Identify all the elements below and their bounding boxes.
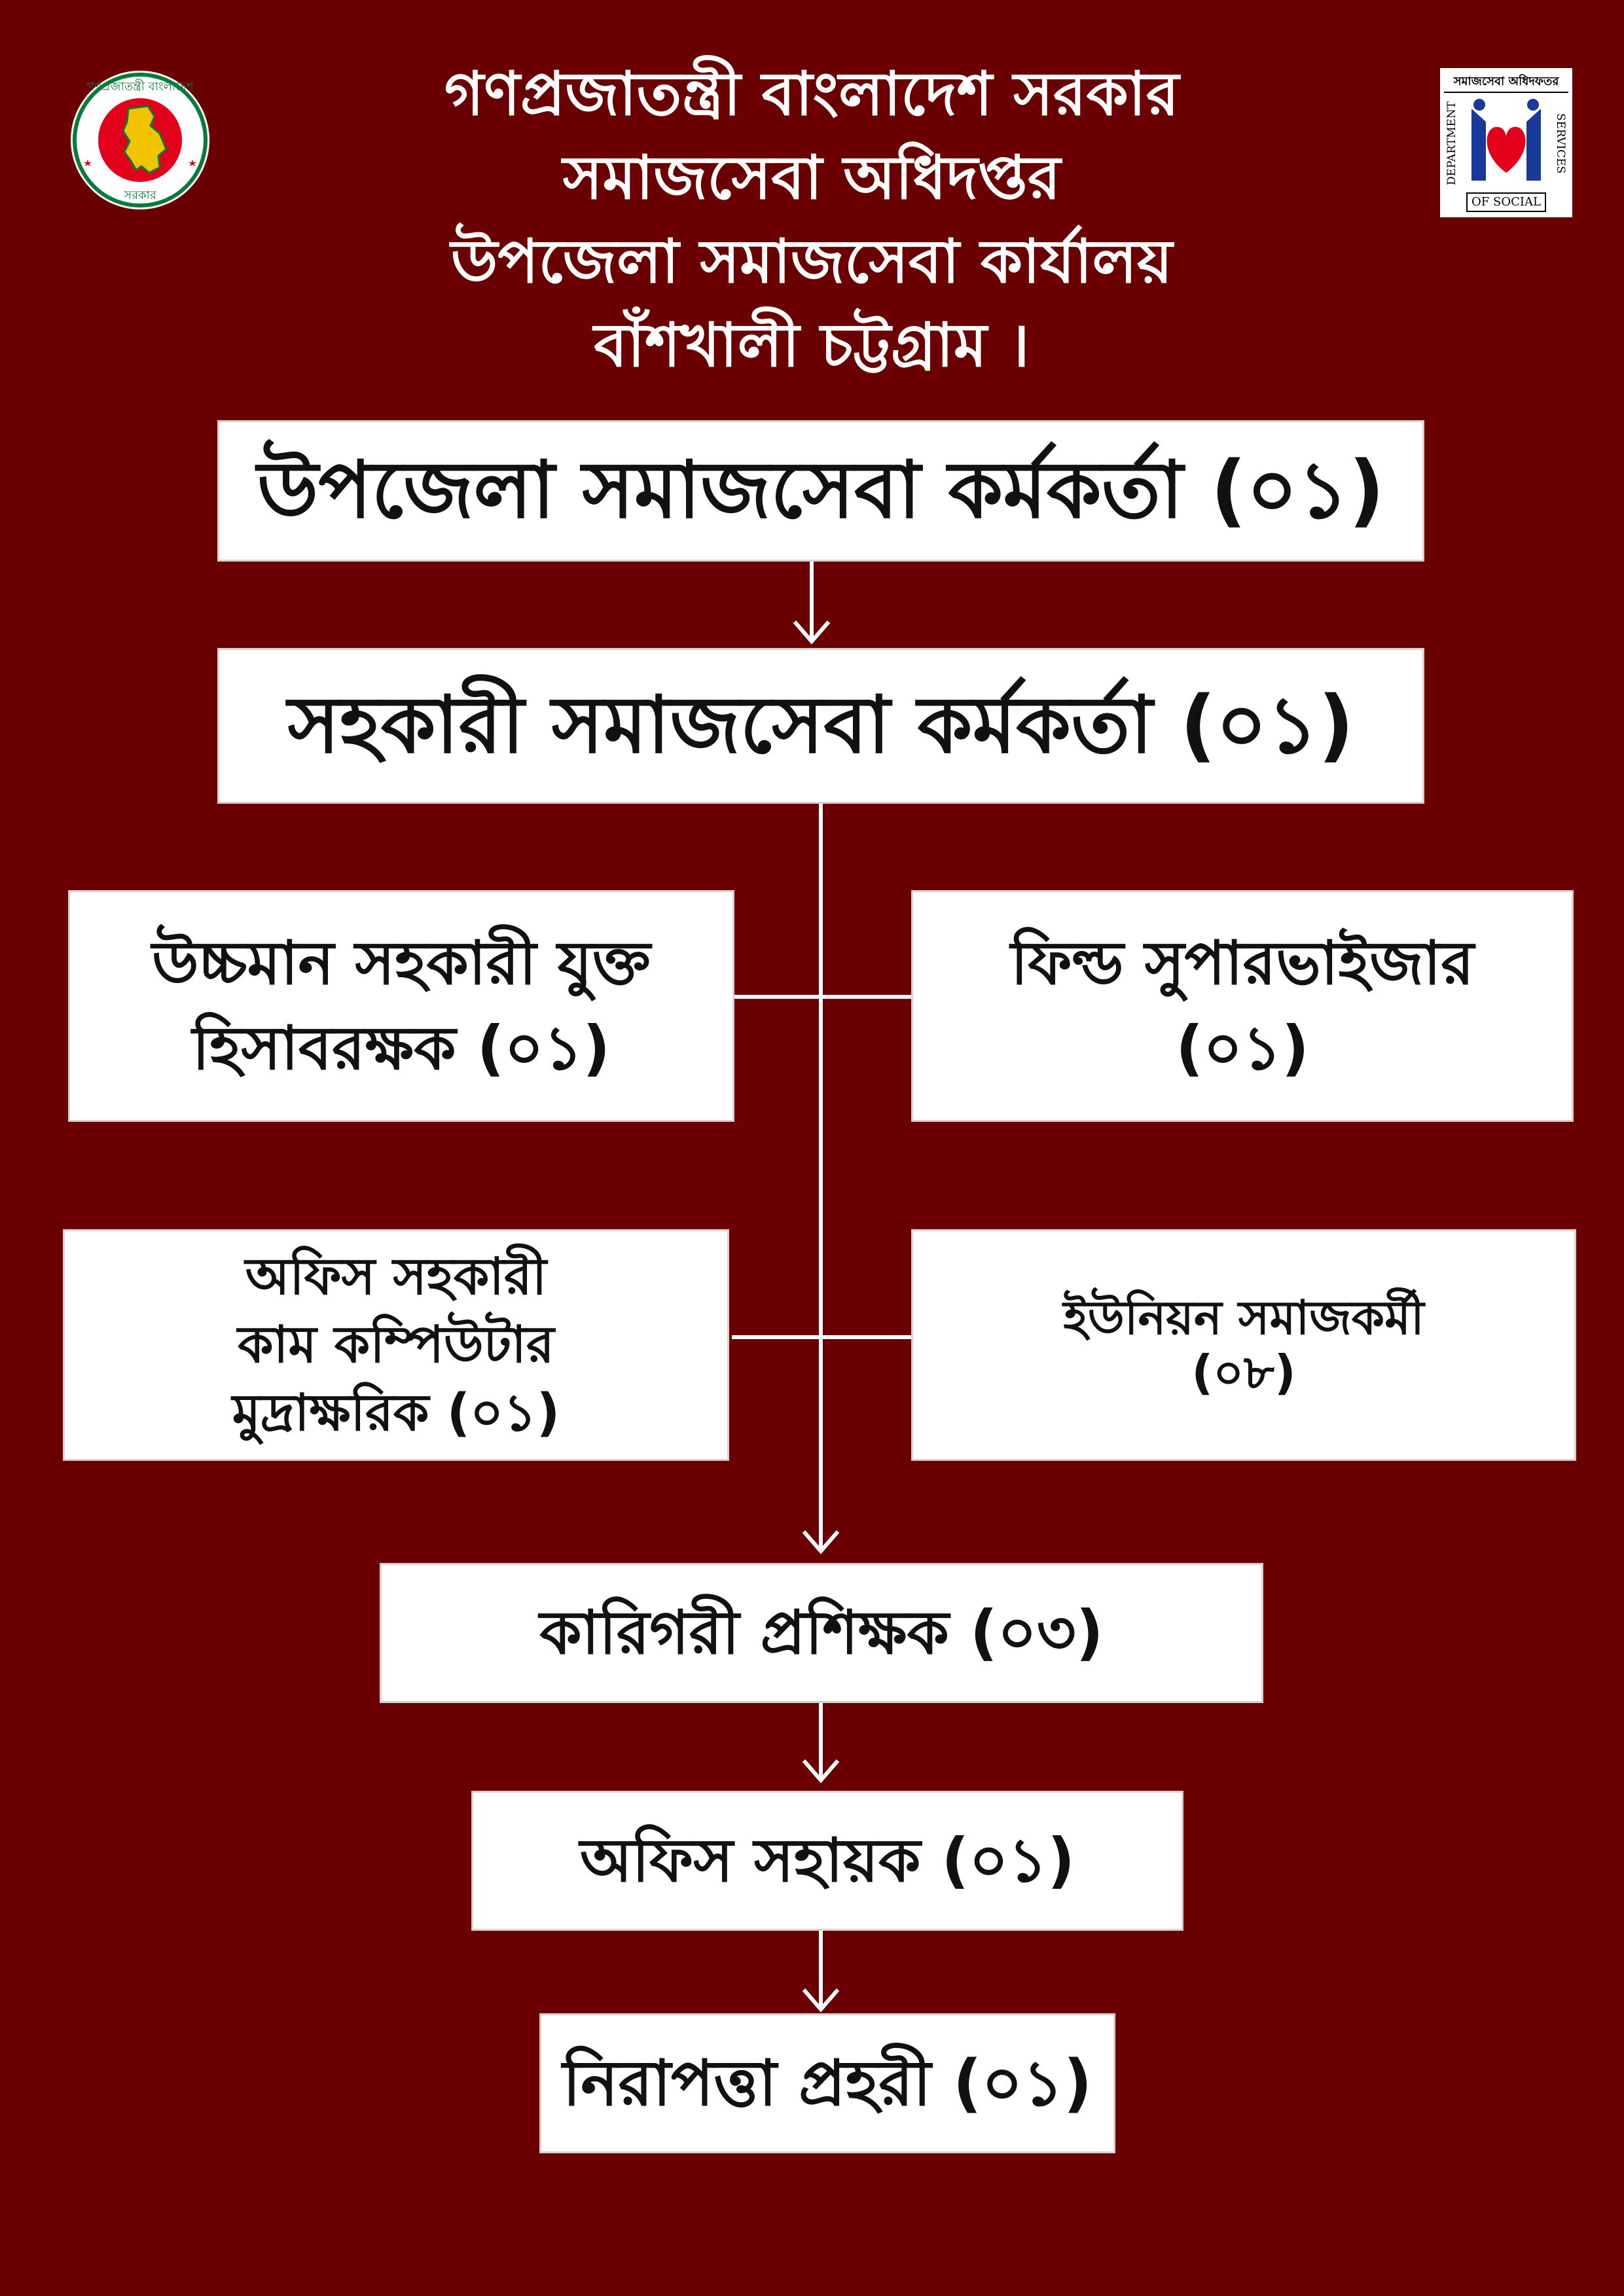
seal-bottom-text: সরকার: [124, 188, 156, 202]
logo-top-text: সমাজসেবা অধিদফতর: [1444, 72, 1568, 93]
field-supervisor-line-2: (০১): [1176, 1013, 1309, 1083]
upazila-officer-label: উপজেলা সমাজসেবা কর্মকর্তা (০১): [257, 445, 1385, 536]
box-accountant: [68, 890, 734, 1122]
logo-bottom-text: OF SOCIAL: [1466, 192, 1546, 212]
header-location: বাঁশখালী চট্টগ্রাম ।: [594, 310, 1030, 380]
box-field-supervisor: [911, 890, 1574, 1122]
accountant-line-2: হিসাবরক্ষক (০১): [192, 1013, 611, 1083]
union-worker-line-2: (০৮): [1191, 1345, 1296, 1400]
header-office: উপজেলা সমাজসেবা কার্যালয়: [450, 226, 1173, 296]
union-worker-line-1: ইউনিয়ন সমাজকর্মী: [1063, 1290, 1424, 1345]
header-department: সমাজসেবা অধিদপ্তর: [562, 143, 1061, 213]
assistant-officer-label: সহকারী সমাজসেবা কর্মকর্তা (০১): [287, 680, 1354, 771]
box-assistant-officer: [217, 648, 1424, 804]
logo-left-text: DEPARTMENT: [1445, 101, 1458, 186]
accountant-line-1: উচ্চমান সহকারী যুক্ত: [152, 928, 651, 998]
box-technical-trainer: [380, 1563, 1263, 1703]
office-assistant-line-3: মুদ্রাক্ষরিক (০১): [232, 1384, 560, 1443]
office-assistant-line-1: অফিস সহকারী: [245, 1247, 547, 1306]
box-office-assistant-computer: [63, 1229, 729, 1461]
seal-ring-text: গণপ্রজাতন্ত্রী বাংলাদেশ: [86, 80, 194, 94]
security-guard-label: নিরাপত্তা প্রহরী (০১): [562, 2047, 1092, 2120]
field-supervisor-line-1: ফিল্ড সুপারভাইজার: [1011, 928, 1474, 998]
box-union-worker: [911, 1229, 1576, 1461]
box-office-helper: [471, 1791, 1183, 1931]
logo-right-text: SERVICES: [1554, 113, 1567, 174]
box-security-guard: [539, 2013, 1115, 2153]
technical-trainer-label: কারিগরী প্রশিক্ষক (০৩): [539, 1598, 1104, 1668]
box-upazila-officer: [217, 420, 1424, 562]
office-helper-label: অফিস সহায়ক (০১): [579, 1825, 1075, 1895]
header-govt: গণপ্রজাতন্ত্রী বাংলাদেশ সরকার: [444, 59, 1180, 129]
office-assistant-line-2: কাম কম্পিউটার: [238, 1316, 554, 1374]
